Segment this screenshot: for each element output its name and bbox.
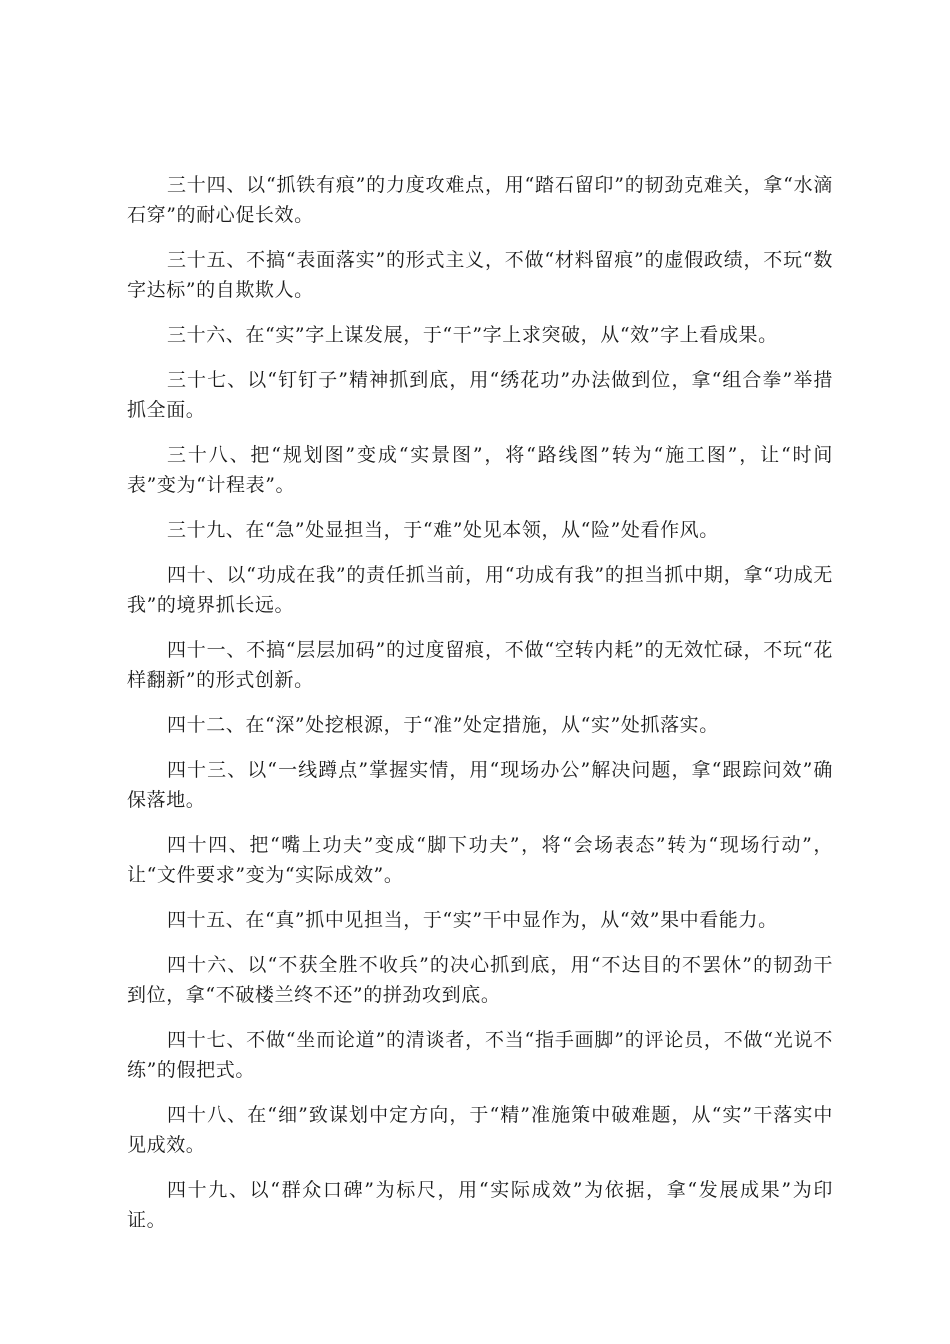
- paragraph-42: 四十二、在“深”处挖根源，于“准”处定措施，从“实”处抓落实。: [167, 714, 719, 736]
- paragraph-45: 四十五、在“真”抓中见担当，于“实”干中显作为，从“效”果中看能力。: [167, 909, 778, 931]
- paragraph-41: 四十一、不搞“层层加码”的过度留痕，不做“空转内耗”的无效忙碌，不玩“花样翻新”的形式创新。: [127, 639, 833, 691]
- paragraph-40: 四十、以“功成在我”的责任抓当前，用“功成有我”的担当抓中期，拿“功成无我”的境界抓长远。: [127, 564, 833, 616]
- paragraph-46: 四十六、以“不获全胜不收兵”的决心抓到底，用“不达目的不罢休”的韧劲干到位，拿“不破楼兰终不还”的拼劲攻到底。: [127, 954, 833, 1006]
- paragraph-36: 三十六、在“实”字上谋发展，于“干”字上求突破，从“效”字上看成果。: [167, 324, 778, 346]
- paragraph-38: 三十八、把“规划图”变成“实景图”，将“路线图”转为“施工图”，让“时间表”变为“计程表”。: [127, 444, 833, 496]
- paragraph-43: 四十三、以“一线蹲点”掌握实情，用“现场办公”解决问题，拿“跟踪问效”确保落地。: [127, 759, 833, 811]
- paragraph-49: 四十九、以“群众口碑”为标尺，用“实际成效”为依据，拿“发展成果”为印证。: [127, 1179, 833, 1231]
- document-body: [127, 170, 833, 1250]
- paragraph-44: 四十四、把“嘴上功夫”变成“脚下功夫”，将“会场表态”转为“现场行动”，让“文件要求”变为“实际成效”。: [127, 834, 833, 886]
- paragraph-39: 三十九、在“急”处显担当，于“难”处见本领，从“险”处看作风。: [167, 519, 719, 541]
- paragraph-48: 四十八、在“细”致谋划中定方向，于“精”准施策中破难题，从“实”干落实中见成效。: [127, 1104, 833, 1156]
- paragraph-35: 三十五、不搞“表面落实”的形式主义，不做“材料留痕”的虚假政绩，不玩“数字达标”的自欺欺人。: [127, 249, 833, 301]
- paragraph-37: 三十七、以“钉钉子”精神抓到底，用“绣花功”办法做到位，拿“组合拳”举措抓全面。: [127, 369, 833, 421]
- paragraph-47: 四十七、不做“坐而论道”的清谈者，不当“指手画脚”的评论员，不做“光说不练”的假把式。: [127, 1029, 833, 1081]
- paragraph-34: 三十四、以“抓铁有痕”的力度攻难点，用“踏石留印”的韧劲克难关，拿“水滴石穿”的耐心促长效。: [127, 174, 833, 226]
